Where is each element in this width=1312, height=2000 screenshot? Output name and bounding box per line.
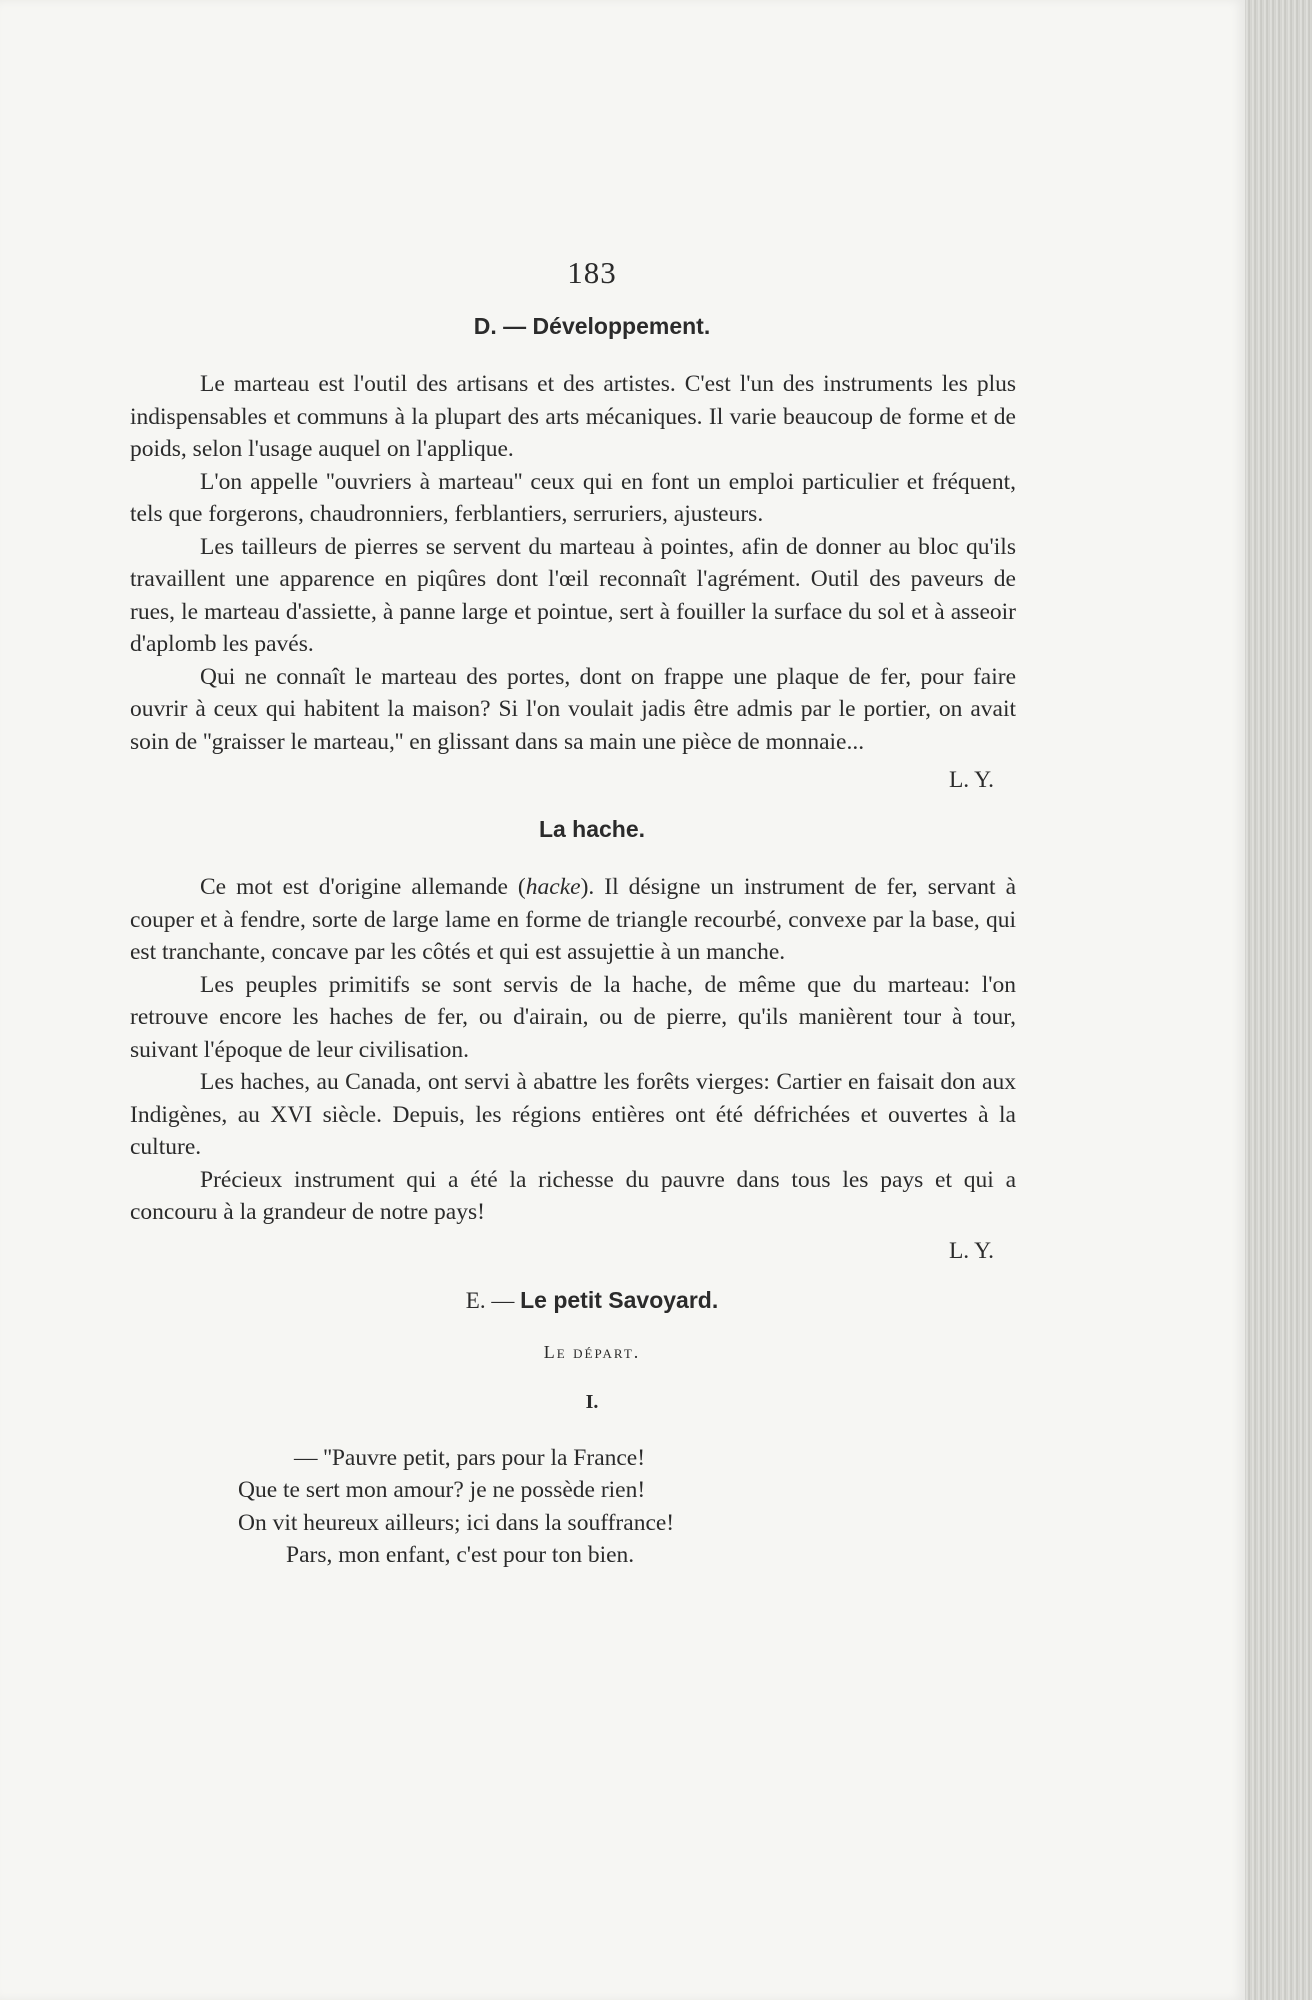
stanza-number: I. (585, 1390, 599, 1413)
paragraph: L'on appelle ''ouvriers à marteau'' ceux qui en font un emploi particulier et fréquent, tels que forgerons, chaudronniers, ferblantiers, serruriers, ajusteurs. (130, 468, 1016, 527)
poem-line: Pars, mon enfant, c'est pour ton bien. (286, 1542, 635, 1568)
poem-line: Que te sert mon amour? je ne possède rien! (238, 1477, 646, 1503)
paragraph: Le marteau est l'outil des artisans et des artistes. C'est l'un des instruments les plus indispensables et communs à la plupart des arts mécaniques. Il varie beaucoup de forme et de poids, selon l'usage auquel on l'applique. (130, 371, 1016, 462)
hache-heading: La hache. (538, 816, 646, 842)
page-edge (1245, 0, 1312, 2000)
section-e-title: Le petit Savoyard. (520, 1286, 719, 1313)
section-d-heading: D. — Développement. (473, 313, 711, 339)
signature: L. Y. (948, 1237, 994, 1264)
paragraph: Les tailleurs de pierres se servent du marteau à pointes, afin de donner au bloc qu'ils travaillent une apparence en piqûres dont l'œil reconnaît l'agrément. Outil des paveurs de rues, le marteau d'assiette, à panne large et pointue, sert à fouiller la surface du sol et à asseoir d'aplomb les pavés. (130, 533, 1016, 657)
poem-line: — ''Pauvre petit, pars pour la France! (294, 1444, 646, 1471)
paragraph: Qui ne connaît le marteau des portes, dont on frappe une plaque de fer, pour faire ouvrir à ceux qui habitent la maison? Si l'on voulait jadis être admis par le portier, on avait soin de ''graisser le marteau,'' en glissant dans sa main une pièce de monnaie... (130, 663, 1016, 755)
paragraph-text: Ce mot est d'origine allemande ( (200, 874, 526, 900)
italic-word: hacke (525, 874, 581, 900)
paragraph: Les haches, au Canada, ont servi à abattre les forêts vierges: Cartier en faisait don aux Indigènes, au XVI siècle. Depuis, les régions entières ont été défrichées et ouvertes à la culture. (130, 1069, 1016, 1160)
paragraph: Précieux instrument qui a été la richesse du pauvre dans tous les pays et qui a concouru à la grandeur de notre pays! (130, 1166, 1016, 1225)
paragraph: Les peuples primitifs se sont servis de la hache, de même que du marteau: l'on retrouve encore les haches de fer, ou d'airain, ou de pierre, qu'ils manièrent tour à tour, suivant l'époque de leur civilisation. (130, 971, 1016, 1063)
signature: L. Y. (948, 767, 994, 793)
subheading: Le départ. (543, 1341, 641, 1362)
poem (130, 1442, 1016, 1572)
paragraph-text: ). Il désigne un instrument de fer, servant à couper et à fendre, sorte de large lame en forme de triangle recourbé, convexe par la base, qui est tranchante, concave par les côtés et qui est assujettie à un manche. (130, 874, 1016, 965)
paragraph (130, 871, 1016, 969)
poem-line: On vit heureux ailleurs; ici dans la souffrance! (238, 1509, 675, 1536)
page-content (130, 255, 1016, 1572)
section-e-prefix: E. — (465, 1287, 521, 1313)
page-number: 183 (567, 255, 617, 290)
section-e-heading (130, 1287, 1016, 1314)
